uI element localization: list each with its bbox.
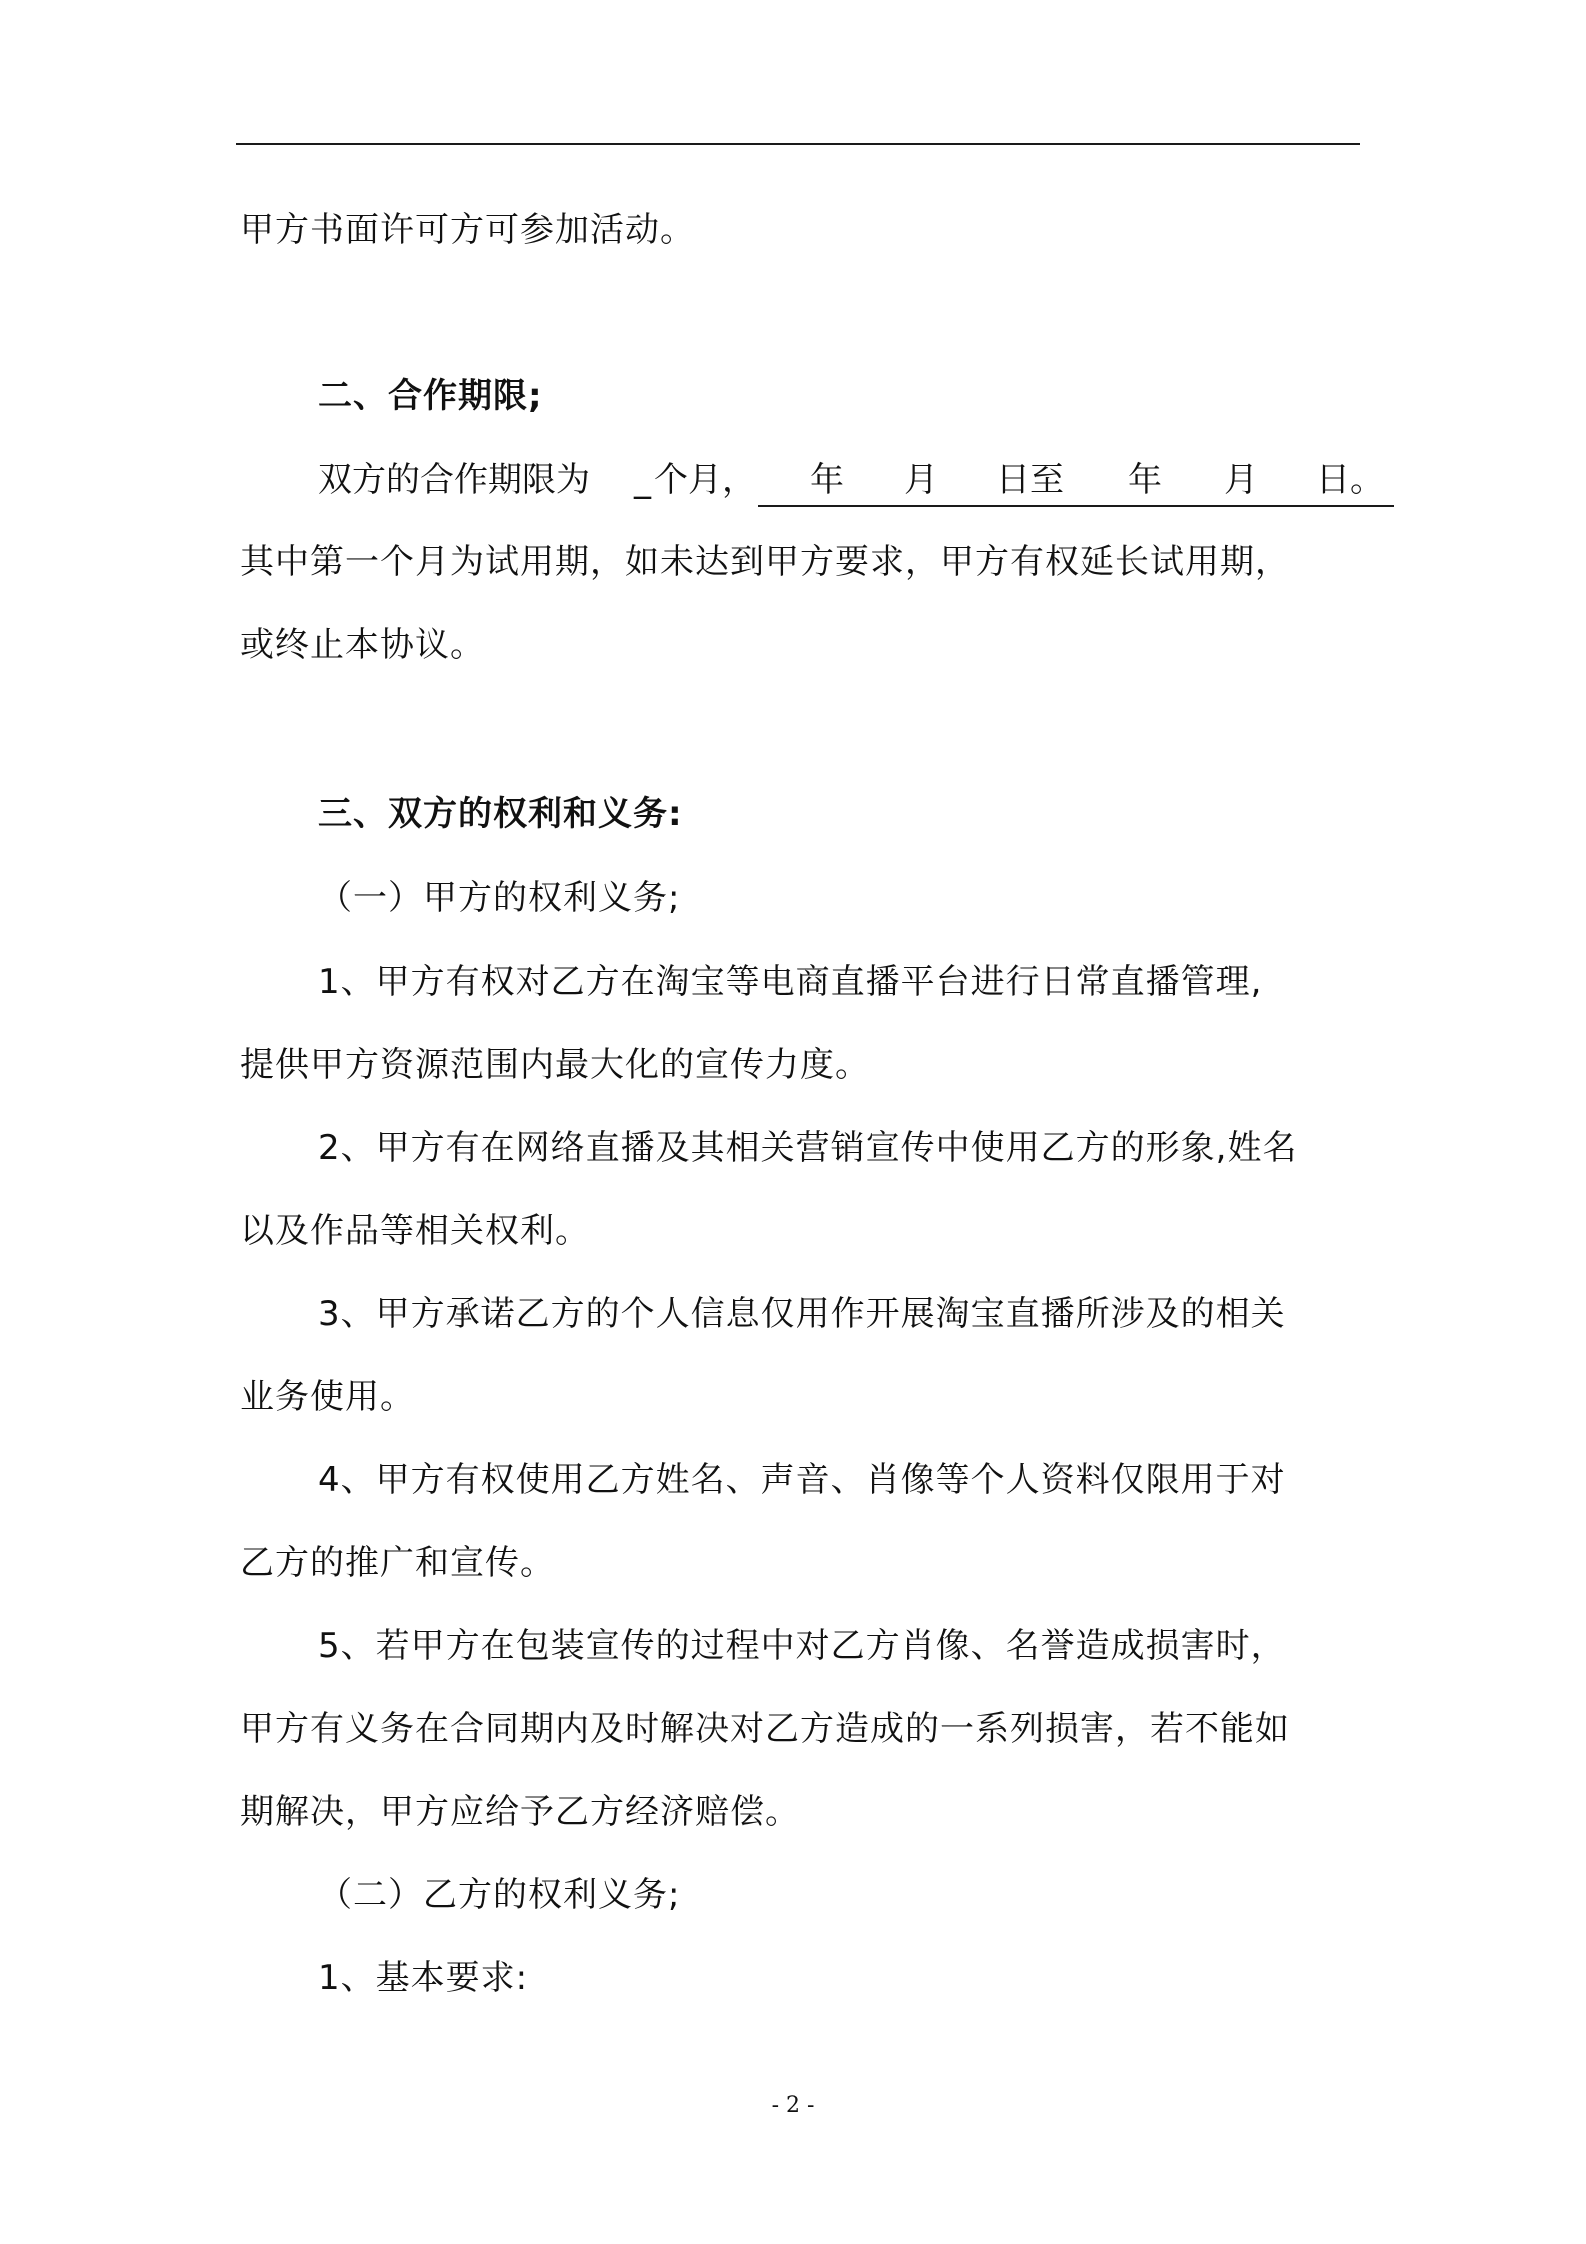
list-item-line: 期解决，甲方应给予乙方经济赔偿。 <box>240 1792 800 1832</box>
paragraph-line: 甲方书面许可方可参加活动。 <box>240 210 695 250</box>
end-month: 月 <box>1224 460 1258 500</box>
list-item-line: 甲方有义务在合同期内及时解决对乙方造成的一系列损害，若不能如 <box>240 1709 1290 1749</box>
paragraph-line: 或终止本协议。 <box>240 625 485 665</box>
months-blank: _ <box>634 460 651 500</box>
start-day-to: 日至 <box>996 460 1064 500</box>
section-heading-rights: 三、双方的权利和义务: <box>318 794 683 834</box>
list-item-line: 5、若甲方在包装宣传的过程中对乙方肖像、名誉造成损害时， <box>318 1626 1286 1666</box>
months-suffix: 个月， <box>654 460 756 500</box>
subsection-heading-party-a: （一）甲方的权利义务; <box>318 878 681 918</box>
section-heading-term: 二、合作期限; <box>318 376 543 416</box>
header-rule <box>236 143 1360 145</box>
subsection-heading-party-b: （二）乙方的权利义务; <box>318 1875 681 1915</box>
list-item-line: 1、甲方有权对乙方在淘宝等电商直播平台进行日常直播管理, <box>318 962 1263 1002</box>
list-item-line: 2、甲方有在网络直播及其相关营销宣传中使用乙方的形象,姓名 <box>318 1128 1298 1168</box>
list-item-line: 乙方的推广和宣传。 <box>240 1543 555 1583</box>
paragraph-line: 其中第一个月为试用期，如未达到甲方要求，甲方有权延长试用期， <box>240 542 1290 582</box>
page-number: - 2 - <box>771 2093 815 2118</box>
list-item-line: 3、甲方承诺乙方的个人信息仅用作开展淘宝直播所涉及的相关 <box>318 1294 1286 1334</box>
end-year: 年 <box>1128 460 1162 500</box>
list-item-line: 提供甲方资源范围内最大化的宣传力度。 <box>240 1045 870 1085</box>
period-prefix: 双方的合作期限为 <box>318 460 590 500</box>
list-item-line: 1、基本要求: <box>318 1958 529 1998</box>
start-year: 年 <box>810 460 844 500</box>
start-month: 月 <box>904 460 938 500</box>
end-day: 日。 <box>1316 460 1384 500</box>
list-item-line: 4、甲方有权使用乙方姓名、声音、肖像等个人资料仅限用于对 <box>318 1460 1286 1500</box>
list-item-line: 业务使用。 <box>240 1377 415 1417</box>
list-item-line: 以及作品等相关权利。 <box>240 1211 590 1251</box>
date-blank-underline <box>758 505 1394 507</box>
